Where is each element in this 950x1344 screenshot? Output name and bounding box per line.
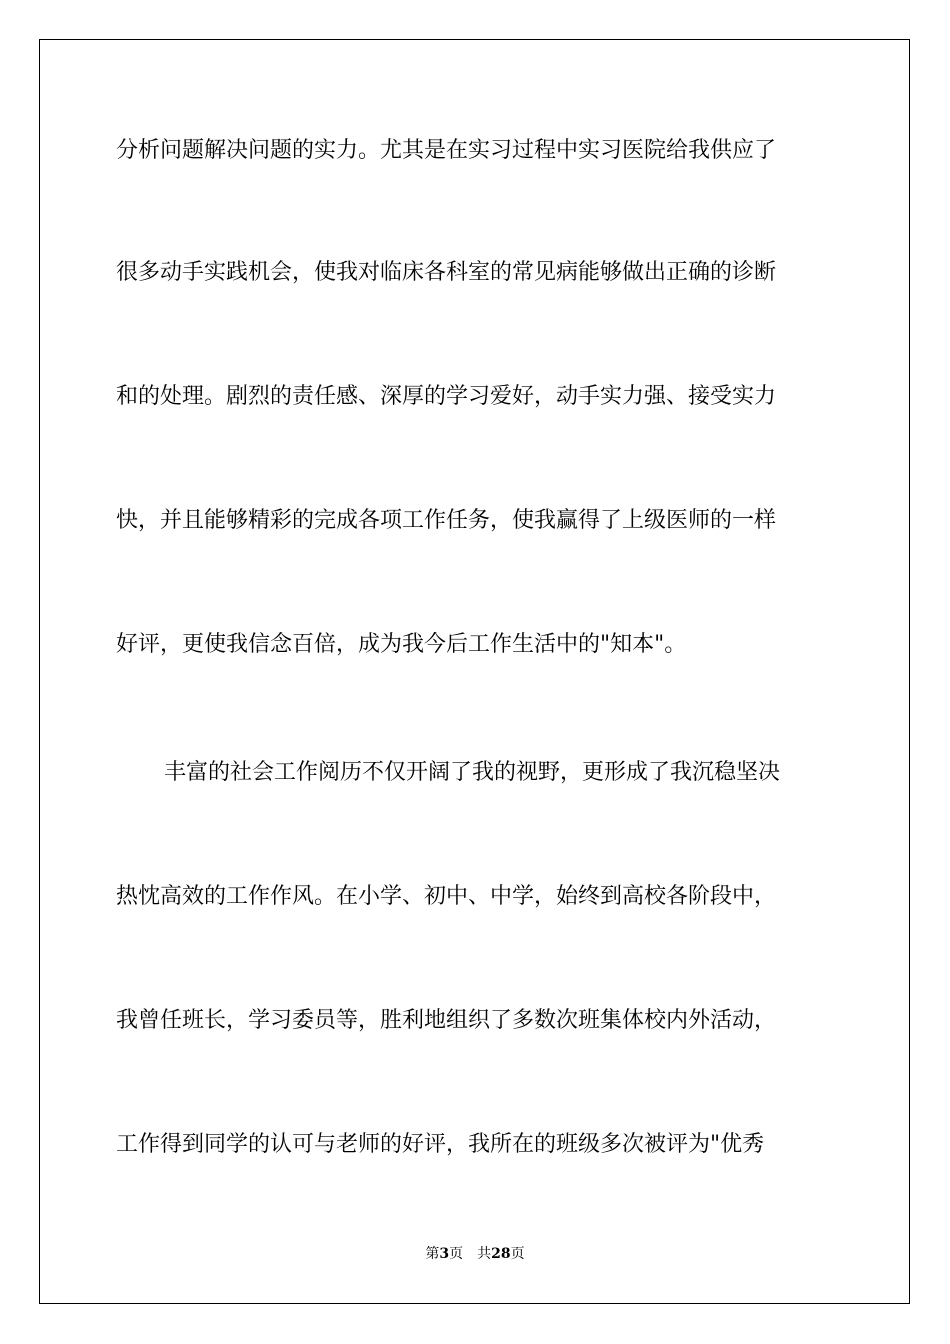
text-line: 好评，更使我信念百倍，成为我今后工作生活中的"知本"。: [116, 632, 687, 657]
page-number: 3: [439, 1246, 450, 1262]
paragraph-first-line: 丰富的社会工作阅历不仅开阔了我的视野，更形成了我沉稳坚决: [164, 760, 781, 785]
page-prefix: 第: [425, 1246, 440, 1262]
page-border: [39, 39, 910, 1304]
text-line: 和的处理。剧烈的责任感、深厚的学习爱好，动手实力强、接受实力: [116, 384, 777, 409]
text-line: 工作得到同学的认可与老师的好评，我所在的班级多次被评为"优秀: [116, 1132, 765, 1157]
text-line: 热忱高效的工作作风。在小学、初中、中学，始终到高校各阶段中，: [116, 884, 777, 909]
text-line: 很多动手实践机会，使我对临床各科室的常见病能够做出正确的诊断: [116, 260, 777, 285]
text-line: 我曾任班长，学习委员等，胜利地组织了多数次班集体校内外活动，: [116, 1008, 777, 1033]
page-suffix: 页: [449, 1246, 464, 1262]
total-prefix: 共: [477, 1246, 492, 1262]
text-line: 分析问题解决问题的实力。尤其是在实习过程中实习医院给我供应了: [116, 138, 777, 163]
text-line: 快，并且能够精彩的完成各项工作任务，使我赢得了上级医师的一样: [116, 508, 777, 533]
total-pages: 28: [491, 1246, 511, 1262]
total-suffix: 页: [510, 1246, 525, 1262]
page-footer: [0, 1245, 950, 1263]
